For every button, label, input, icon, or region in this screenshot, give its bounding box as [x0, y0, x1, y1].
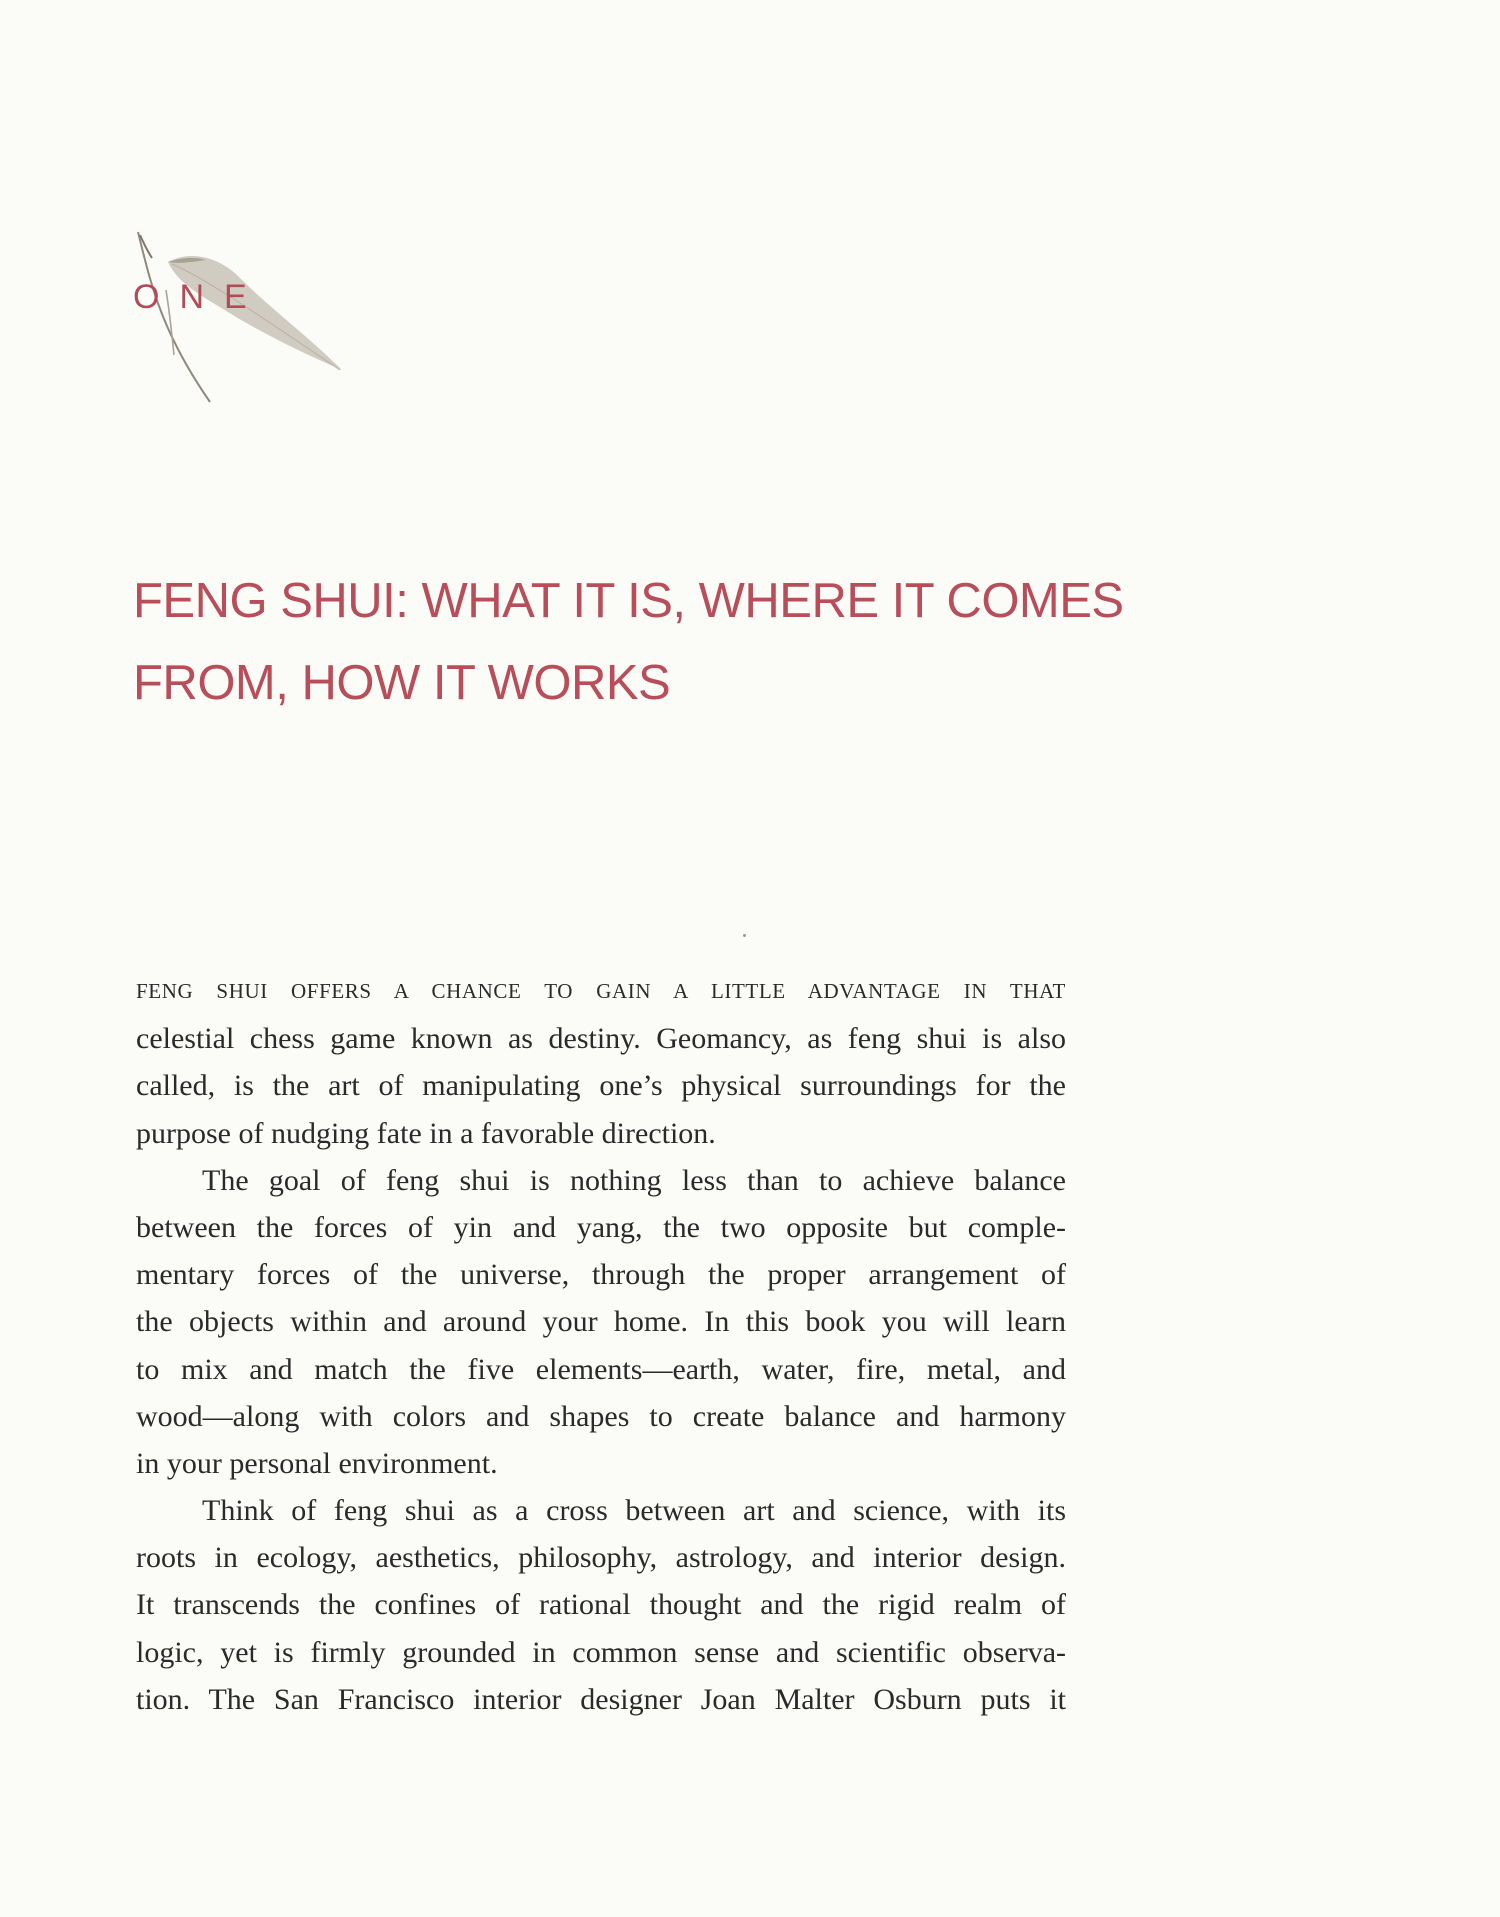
body-line: logic, yet is firmly grounded in common sense and scientific observa-	[136, 1635, 1066, 1669]
body-line: in your personal environment.	[136, 1446, 498, 1480]
chapter-title-line: FENG SHUI: WHAT IT IS, WHERE IT COMES	[133, 574, 1124, 628]
body-line: FENG SHUI OFFERS A CHANCE TO GAIN A LITTLE ADVANTAGE IN THAT	[136, 979, 1066, 1003]
body-line: mentary forces of the universe, through the proper arrangement of	[136, 1258, 1066, 1292]
body-line: purpose of nudging fate in a favorable direction.	[136, 1116, 716, 1150]
body-line: The goal of feng shui is nothing less than to achieve balance	[202, 1163, 1066, 1197]
body-line: between the forces of yin and yang, the two opposite but comple-	[136, 1210, 1066, 1244]
body-line: wood—along with colors and shapes to create balance and harmony	[136, 1399, 1066, 1433]
body-line: tion. The San Francisco interior designer Joan Malter Osburn puts it	[136, 1682, 1066, 1716]
chapter-title	[133, 560, 1124, 724]
body-line: the objects within and around your home. In this book you will learn	[136, 1305, 1066, 1339]
body-line: It transcends the confines of rational thought and the rigid realm of	[136, 1588, 1066, 1622]
body-text	[136, 968, 1066, 1723]
chapter-number: ONE	[133, 278, 267, 316]
body-line: to mix and match the five elements—earth, water, fire, metal, and	[136, 1352, 1066, 1386]
body-line: called, is the art of manipulating one’s physical surroundings for the	[136, 1069, 1066, 1103]
chapter-title-line: FROM, HOW IT WORKS	[133, 656, 671, 710]
body-line: roots in ecology, aesthetics, philosophy, astrology, and interior design.	[136, 1541, 1066, 1575]
bamboo-leaf-icon	[120, 220, 360, 420]
paper-speck	[743, 934, 746, 937]
body-line: celestial chess game known as destiny. Geomancy, as feng shui is also	[136, 1022, 1066, 1056]
body-line: Think of feng shui as a cross between art and science, with its	[202, 1494, 1066, 1528]
